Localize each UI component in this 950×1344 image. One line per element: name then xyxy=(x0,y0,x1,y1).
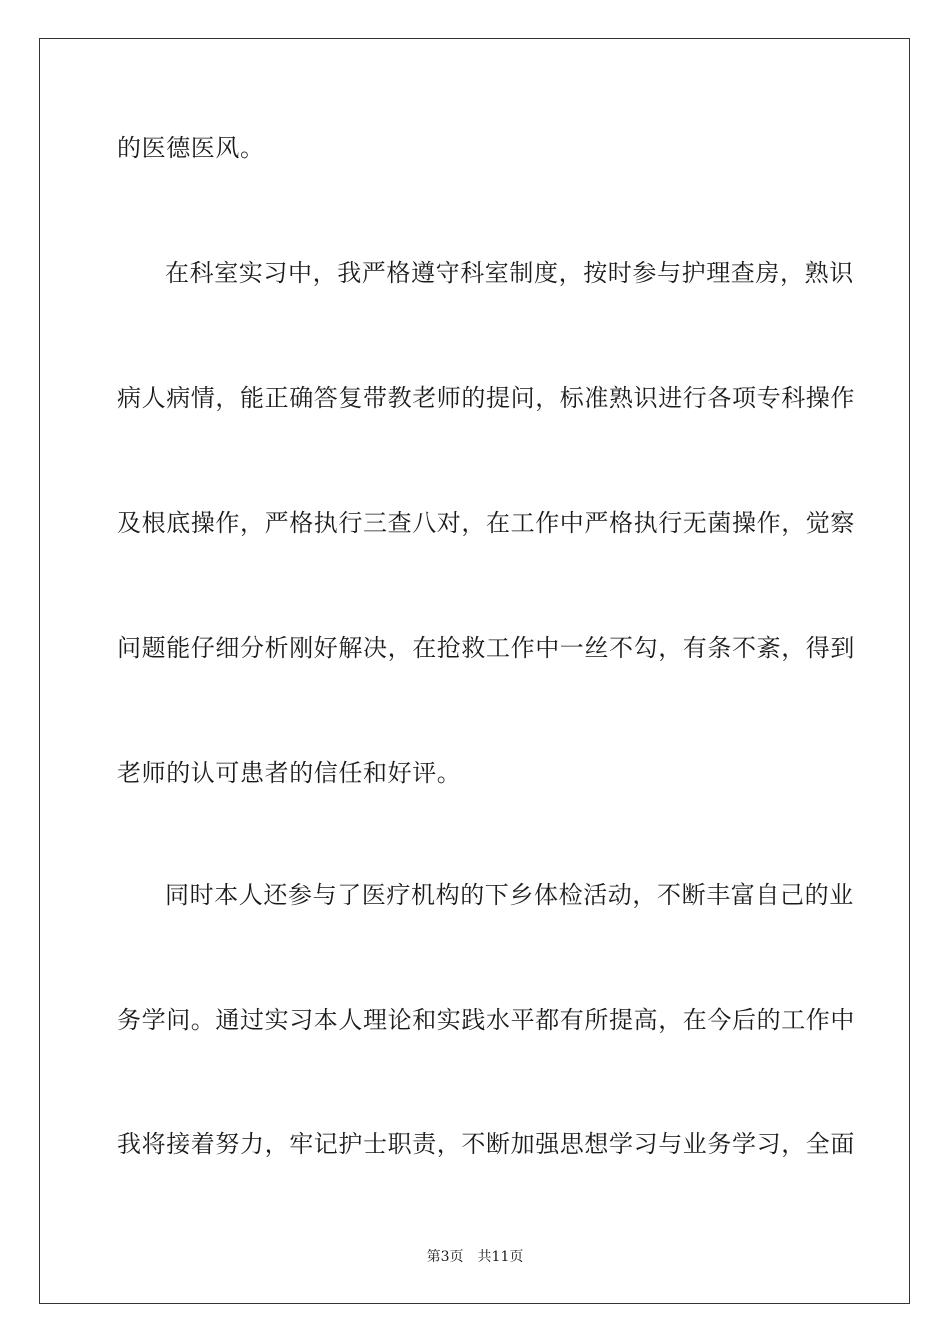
paragraph-line: 病人病情，能正确答复带教老师的提问，标准熟识进行各项专科操作 xyxy=(117,384,855,412)
paragraph-line: 的医德医风。 xyxy=(117,134,265,162)
paragraph-line: 老师的认可患者的信任和好评。 xyxy=(117,759,462,787)
page-footer xyxy=(0,1248,950,1266)
paragraph-line: 及根底操作，严格执行三查八对，在工作中严格执行无菌操作，觉察 xyxy=(117,509,855,537)
total-pages: 共11页 xyxy=(477,1249,524,1265)
paragraph-line: 同时本人还参与了医疗机构的下乡体检活动，不断丰富自己的业 xyxy=(165,881,854,909)
paragraph-line: 在科室实习中，我严格遵守科室制度，按时参与护理查房，熟识 xyxy=(165,259,854,287)
paragraph-line: 我将接着努力，牢记护士职责，不断加强思想学习与业务学习，全面 xyxy=(117,1130,855,1158)
paragraph-line: 问题能仔细分析刚好解决，在抢救工作中一丝不勾，有条不紊，得到 xyxy=(117,634,855,662)
page-number: 第3页 xyxy=(426,1249,464,1265)
page-border xyxy=(39,38,910,1304)
paragraph-line: 务学问。通过实习本人理论和实践水平都有所提高，在今后的工作中 xyxy=(117,1006,855,1034)
